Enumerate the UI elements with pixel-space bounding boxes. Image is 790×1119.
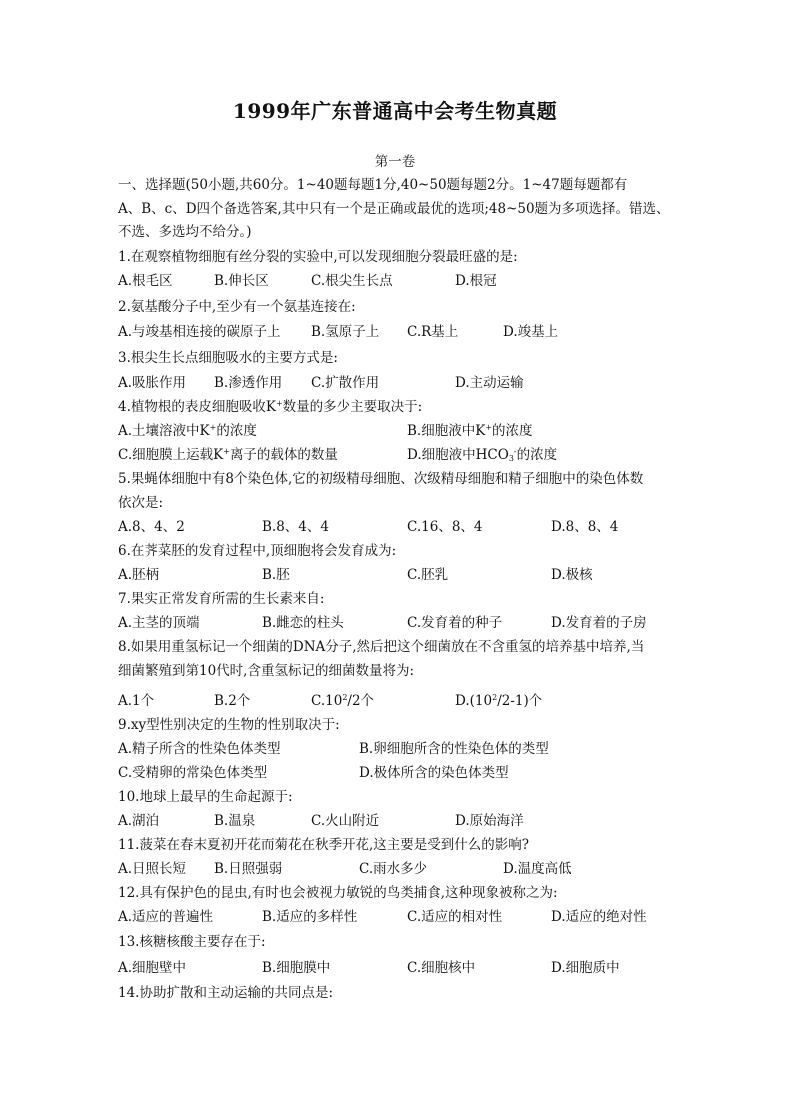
answer-option: D.8、8、4 bbox=[551, 519, 619, 535]
answer-option: D.细胞质中 bbox=[551, 960, 620, 976]
answer-option: C.16、8、4 bbox=[407, 519, 483, 535]
section-instructions-line: A、B、c、D四个备选答案,其中只有一个是正确或最优的选项;48~50题为多项选择。错选、 bbox=[118, 201, 670, 217]
question-stem: 3.根尖生长点细胞吸水的主要方式是: bbox=[118, 350, 338, 366]
answer-option: B.8、4、4 bbox=[262, 519, 329, 535]
answer-option: A.主茎的顶端 bbox=[118, 615, 200, 631]
section-instructions-line: 一、选择题(50小题,共60分。1~40题每题1分,40~50题每题2分。1~47题每题都有 bbox=[118, 177, 628, 193]
question-stem: 10.地球上最早的生命起源于: bbox=[118, 789, 293, 805]
question-stem: 5.果蝇体细胞中有8个染色体,它的初级精母细胞、次级精母细胞和精子细胞中的染色体数 bbox=[118, 471, 644, 487]
answer-option: $D.(10^2/2-1)$个 bbox=[455, 693, 543, 709]
answer-option: $C.10^2/2$个 bbox=[311, 693, 375, 709]
answer-option: B.温泉 bbox=[214, 813, 256, 829]
question-stem: 8.如果用重氢标记一个细菌的DNA分子,然后把这个细菌放在不含重氢的培养基中培养,当 bbox=[118, 639, 645, 655]
answer-option: C.火山附近 bbox=[311, 813, 380, 829]
answer-option: A.细胞壁中 bbox=[118, 960, 187, 976]
answer-option: B.氢原子上 bbox=[311, 324, 380, 340]
answer-option: D.竣基上 bbox=[503, 324, 559, 340]
answer-option: A.日照长短 bbox=[118, 861, 187, 877]
answer-option: B.卵细胞所含的性染色体的类型 bbox=[359, 741, 549, 757]
answer-option: D.原始海洋 bbox=[455, 813, 524, 829]
answer-option: C.细胞膜上运载K+离子的载体的数量 bbox=[118, 447, 338, 463]
answer-option: A.胚柄 bbox=[118, 567, 160, 583]
answer-option: A.适应的普遍性 bbox=[118, 909, 214, 925]
answer-option: D.温度高低 bbox=[503, 861, 572, 877]
question-stem: 9.xy型性别决定的生物的性别取决于: bbox=[118, 717, 340, 733]
answer-option: A.8、4、2 bbox=[118, 519, 185, 535]
answer-option: A.精子所含的性染色体类型 bbox=[118, 741, 281, 757]
answer-option: D.根冠 bbox=[455, 273, 497, 289]
answer-option: B.日照强弱 bbox=[214, 861, 283, 877]
answer-option: A.吸胀作用 bbox=[118, 375, 187, 391]
answer-option: B.细胞膜中 bbox=[262, 960, 331, 976]
answer-option: C.发育着的种子 bbox=[407, 615, 503, 631]
answer-option: A.与竣基相连接的碳原子上 bbox=[118, 324, 281, 340]
question-stem: 2.氨基酸分子中,至少有一个氨基连接在: bbox=[118, 299, 356, 315]
answer-option: C.根尖生长点 bbox=[311, 273, 393, 289]
answer-option: B.胚 bbox=[262, 567, 290, 583]
answer-option: B.适应的多样性 bbox=[262, 909, 358, 925]
question-stem: 14.协助扩散和主动运输的共同点是: bbox=[118, 985, 334, 1001]
answer-option: C.受精卵的常染色体类型 bbox=[118, 765, 268, 781]
page-title: 1999年广东普通高中会考生物真题 bbox=[232, 99, 558, 123]
section-instructions-line: 不选、多选均不给分。) bbox=[118, 224, 252, 240]
answer-option: B.渗透作用 bbox=[214, 375, 283, 391]
question-stem: 12.具有保护色的昆虫,有时也会被视力敏锐的鸟类捕食,这种现象被称之为: bbox=[118, 885, 558, 901]
answer-option: C.扩散作用 bbox=[311, 375, 380, 391]
question-stem: 7.果实正常发育所需的生长素来自: bbox=[118, 591, 325, 607]
answer-option: D.细胞液中$HCO_3^-$的浓度 bbox=[407, 447, 558, 463]
answer-option: D.适应的绝对性 bbox=[551, 909, 647, 925]
answer-option: C.胚乳 bbox=[407, 567, 449, 583]
answer-option: B.细胞液中K+的浓度 bbox=[407, 423, 533, 439]
answer-option: C.细胞核中 bbox=[407, 960, 476, 976]
question-stem: 11.菠菜在春末夏初开花而菊花在秋季开花,这主要是受到什么的影响? bbox=[118, 837, 529, 853]
answer-option: D.发育着的子房 bbox=[551, 615, 647, 631]
question-stem: 细菌繁殖到第10代时,含重氢标记的细菌数量将为: bbox=[118, 663, 415, 679]
volume-label: 第一卷 bbox=[374, 154, 416, 170]
answer-option: C.适应的相对性 bbox=[407, 909, 503, 925]
answer-option: C.雨水多少 bbox=[359, 861, 428, 877]
answer-option: A.湖泊 bbox=[118, 813, 160, 829]
answer-option: B.雌恋的柱头 bbox=[262, 615, 344, 631]
answer-option: B.伸长区 bbox=[214, 273, 269, 289]
answer-option: A.土壤溶液中K+的浓度 bbox=[118, 423, 257, 439]
question-stem: 13.核糖核酸主要存在于: bbox=[118, 934, 266, 950]
answer-option: A.根毛区 bbox=[118, 273, 173, 289]
answer-option: C.R基上 bbox=[407, 324, 459, 340]
question-stem: 6.在荠菜胚的发育过程中,顶细胞将会发育成为: bbox=[118, 543, 397, 559]
question-stem: 4.植物根的表皮细胞吸收K+数量的多少主要取决于: bbox=[118, 399, 423, 415]
answer-option: D.极体所含的染色体类型 bbox=[359, 765, 509, 781]
question-stem: 依次是: bbox=[118, 495, 164, 511]
answer-option: B.2个 bbox=[214, 693, 251, 709]
answer-option: D.主动运输 bbox=[455, 375, 524, 391]
answer-option: A.1个 bbox=[118, 693, 155, 709]
answer-option: D.极核 bbox=[551, 567, 593, 583]
question-stem: 1.在观察植物细胞有丝分裂的实验中,可以发现细胞分裂最旺盛的是: bbox=[118, 249, 518, 265]
